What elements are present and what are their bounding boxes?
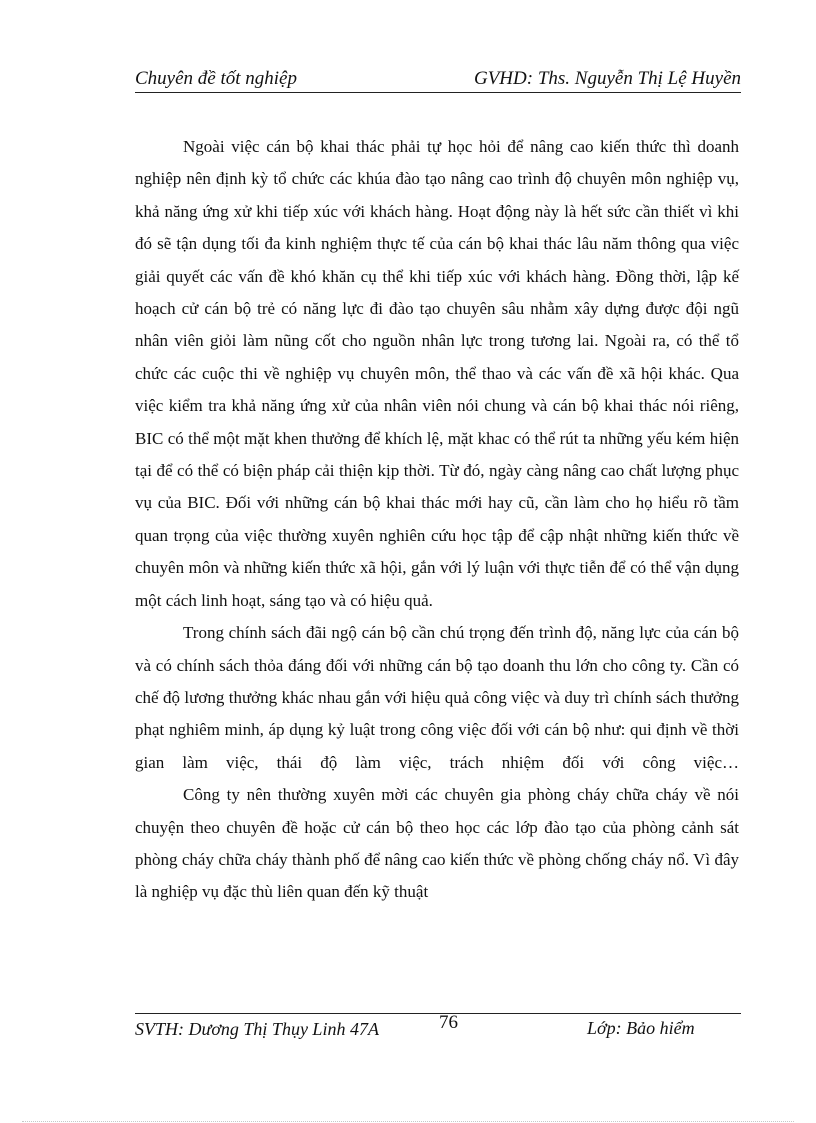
body-text (135, 131, 739, 909)
page-footer (135, 1014, 741, 1074)
paragraph-compensation: Trong chính sách đãi ngộ cán bộ cần chú trọng đến trình độ, năng lực của cán bộ và có chính sách thỏa đáng đối với những cán bộ tạo doanh thu lớn cho công ty. Cần có chế độ lương thưởng khác nhau gắn với hiệu quả công việc và duy trì chính sách thưởng phạt nghiêm minh, áp dụng kỷ luật trong công việc đối với cán bộ như: qui định về thời gian làm việc, thái độ làm việc, trách nhiệm đối với công việc… (135, 623, 739, 772)
page-header (135, 66, 741, 93)
footer-class: Lớp: Bảo hiểm (587, 1018, 695, 1038)
paragraph-training: Ngoài việc cán bộ khai thác phải tự học hỏi để nâng cao kiến thức thì doanh nghiệp nên định kỳ tổ chức các khúa đào tạo nâng cao trình độ chuyên môn nghiệp vụ, khả năng ứng xử khi tiếp xúc với khách hàng. Hoạt động này là hết sức cần thiết vì khi đó sẽ tận dụng tối đa kinh nghiệm thực tế của cán bộ khai thác lâu năm thông qua việc giải quyết các vấn đề khó khăn cụ thể khi tiếp xúc với khách hàng. Đồng thời, lập kế hoạch cử cán bộ trẻ có năng lực đi đào tạo chuyên sâu nhằm xây dựng được đội ngũ nhân viên giỏi làm nũng cốt cho nguồn nhân lực trong tương lai. Ngoài ra, có thể tổ chức các cuộc thi về nghiệp vụ chuyên môn, thể thao và các vấn đề xã hội khác. Qua việc kiểm tra khả năng ứng xử của nhân viên nói chung và cán bộ khai thác nói riêng, BIC có thể một mặt khen thưởng để khích lệ, mặt khac có thể rút ta những yếu kém hiện tại để có thể có biện pháp cải thiện kịp thời. Từ đó, ngày càng nâng cao chất lượng phục vụ của BIC. Đối với những cán bộ khai thác mới hay cũ, cần làm cho họ hiểu rõ tầm quan trọng của việc thường xuyên nghiên cứu học tập để cập nhật những kiến thức về chuyên môn và những kiến thức xã hội, gắn với lý luận với thực tiễn để có thể vận dụng một cách linh hoạt, sáng tạo và có hiệu quả. (135, 137, 739, 610)
paragraph-fire-safety: Công ty nên thường xuyên mời các chuyên gia phòng cháy chữa cháy về nói chuyện theo chuyên đề hoặc cử cán bộ theo học các lớp đào tạo của phòng cảnh sát phòng cháy chữa cháy thành phố để nâng cao kiến thức về phòng chống cháy nổ. Vì đây là nghiệp vụ đặc thù liên quan đến kỹ thuật (135, 785, 739, 902)
header-document-title: Chuyên đề tốt nghiệp (135, 68, 297, 89)
page-number: 76 (439, 1012, 458, 1033)
page-edge-divider (22, 1121, 794, 1122)
header-advisor: GVHD: Ths. Nguyễn Thị Lệ Huyền (473, 68, 741, 89)
footer-student: SVTH: Dương Thị Thụy Linh 47A (135, 1019, 379, 1039)
